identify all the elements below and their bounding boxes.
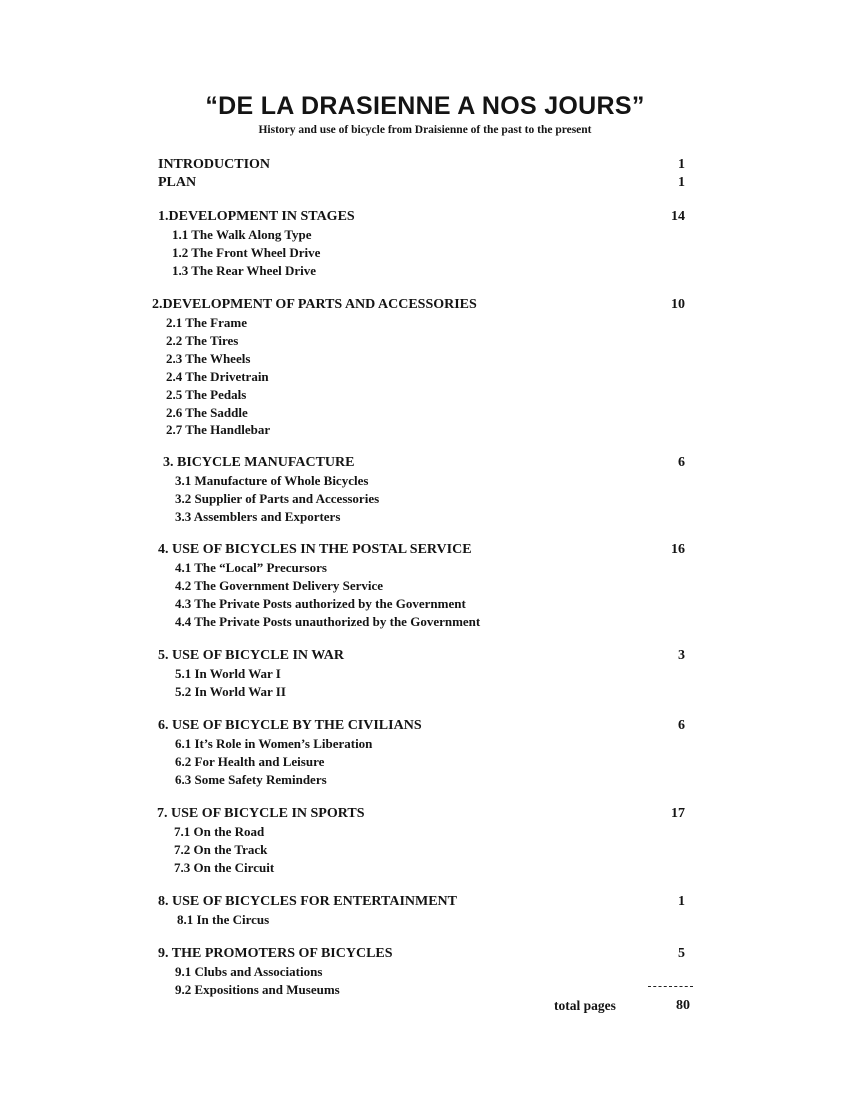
- toc-entry-label: 3.2 Supplier of Parts and Accessories: [175, 491, 380, 506]
- total-separator-rule: [648, 986, 693, 987]
- toc-subsection: [0, 421, 850, 439]
- toc-subsection: [0, 559, 850, 577]
- toc-entry-label: 1.1 The Walk Along Type: [172, 227, 312, 242]
- toc-subsection: [0, 859, 850, 877]
- toc-entry-label: 7.1 On the Road: [174, 824, 265, 839]
- toc-subsection: [0, 404, 850, 422]
- toc-entry-label: 2.4 The Drivetrain: [166, 369, 269, 384]
- toc-entry-label: 7.2 On the Track: [174, 842, 268, 857]
- toc-entry-label: 4.1 The “Local” Precursors: [175, 560, 327, 575]
- toc-entry-label: 4.2 The Government Delivery Service: [175, 578, 384, 593]
- toc-entry-label: 6. USE OF BICYCLE BY THE CIVILIANS: [158, 718, 422, 733]
- toc-chapter: [0, 296, 850, 314]
- toc-chapter: [0, 174, 850, 192]
- toc-subsection: [0, 735, 850, 753]
- toc-entry-label: 2.1 The Frame: [166, 315, 247, 330]
- toc-chapter: [0, 945, 850, 963]
- toc-entry-page-count: 5: [678, 946, 685, 961]
- toc-entry-label: 9. THE PROMOTERS OF BICYCLES: [158, 946, 393, 961]
- toc-entry-label: 7.3 On the Circuit: [174, 860, 275, 875]
- toc-entry-page-count: 1: [678, 175, 685, 190]
- toc-subsection: [0, 368, 850, 386]
- toc-subsection: [0, 244, 850, 262]
- toc-chapter: [0, 805, 850, 823]
- toc-entry-label: 2.7 The Handlebar: [166, 422, 271, 437]
- toc-entry-label: 4.4 The Private Posts unauthorized by the Government: [175, 614, 481, 629]
- toc-subsection: [0, 683, 850, 701]
- total-pages-label: total pages: [554, 998, 616, 1013]
- toc-entry-label: 4. USE OF BICYCLES IN THE POSTAL SERVICE: [158, 542, 472, 557]
- toc-chapter: [0, 454, 850, 472]
- toc-subsection: [0, 472, 850, 490]
- document-title: “DE LA DRASIENNE A NOS JOURS”: [205, 92, 645, 120]
- toc-subsection: [0, 226, 850, 244]
- toc-entry-page-count: 3: [678, 648, 685, 663]
- toc-subsection: [0, 314, 850, 332]
- toc-subsection: [0, 771, 850, 789]
- toc-subsection: [0, 665, 850, 683]
- toc-subsection: [0, 490, 850, 508]
- toc-entry-label: 6.3 Some Safety Reminders: [175, 772, 327, 787]
- toc-entry-label: 2.5 The Pedals: [166, 387, 247, 402]
- toc-entry-label: 8.1 In the Circus: [177, 912, 270, 927]
- toc-subsection: [0, 613, 850, 631]
- document-subtitle: History and use of bicycle from Draisienne of the past to the present: [258, 124, 592, 136]
- toc-subsection: [0, 981, 850, 999]
- toc-entry-page-count: 10: [671, 297, 685, 312]
- toc-subsection: [0, 577, 850, 595]
- toc-entry-page-count: 14: [671, 209, 685, 224]
- toc-entry-label: 9.1 Clubs and Associations: [175, 964, 323, 979]
- toc-chapter: [0, 156, 850, 174]
- toc-subsection: [0, 911, 850, 929]
- toc-entry-label: 2.3 The Wheels: [166, 351, 251, 366]
- toc-subsection: [0, 262, 850, 280]
- toc-subsection: [0, 332, 850, 350]
- toc-subsection: [0, 350, 850, 368]
- toc-subsection: [0, 823, 850, 841]
- toc-entry-page-count: 1: [678, 894, 685, 909]
- toc-subsection: [0, 841, 850, 859]
- toc-chapter: [0, 647, 850, 665]
- toc-entry-label: 6.2 For Health and Leisure: [175, 754, 325, 769]
- toc-entry-page-count: 6: [678, 718, 685, 733]
- toc-entry-label: 6.1 It’s Role in Women’s Liberation: [175, 736, 373, 751]
- toc-entry-label: 9.2 Expositions and Museums: [175, 982, 340, 997]
- toc-entry-label: 2.DEVELOPMENT OF PARTS AND ACCESSORIES: [152, 297, 477, 312]
- toc-entry-label: 1.2 The Front Wheel Drive: [172, 245, 321, 260]
- toc-entry-label: 5.1 In World War I: [175, 666, 281, 681]
- toc-entry-label: 7. USE OF BICYCLE IN SPORTS: [157, 806, 365, 821]
- toc-chapter: [0, 893, 850, 911]
- toc-entry-label: INTRODUCTION: [158, 157, 271, 172]
- toc-chapter: [0, 541, 850, 559]
- toc-entry-label: 4.3 The Private Posts authorized by the Government: [175, 596, 466, 611]
- toc-subsection: [0, 753, 850, 771]
- toc-entry-label: 2.6 The Saddle: [166, 405, 248, 420]
- toc-subsection: [0, 508, 850, 526]
- toc-entry-label: 2.2 The Tires: [166, 333, 239, 348]
- toc-entry-page-count: 17: [671, 806, 685, 821]
- toc-entry-label: 3.3 Assemblers and Exporters: [175, 509, 341, 524]
- toc-entry-label: 3.1 Manufacture of Whole Bicycles: [175, 473, 369, 488]
- toc-entry-label: 5. USE OF BICYCLE IN WAR: [158, 648, 344, 663]
- toc-subsection: [0, 963, 850, 981]
- toc-entry-label: 3. BICYCLE MANUFACTURE: [163, 455, 355, 470]
- toc-chapter: [0, 717, 850, 735]
- toc-entry-label: 5.2 In World War II: [175, 684, 286, 699]
- total-pages-value: 80: [676, 998, 690, 1013]
- toc-entry-page-count: 16: [671, 542, 685, 557]
- toc-chapter: [0, 208, 850, 226]
- toc-entry-label: PLAN: [158, 175, 197, 190]
- toc-entry-page-count: 1: [678, 157, 685, 172]
- toc-subsection: [0, 595, 850, 613]
- toc-entry-label: 1.DEVELOPMENT IN STAGES: [158, 209, 355, 224]
- toc-entry-label: 1.3 The Rear Wheel Drive: [172, 263, 317, 278]
- toc-entry-page-count: 6: [678, 455, 685, 470]
- toc-subsection: [0, 386, 850, 404]
- toc-entry-label: 8. USE OF BICYCLES FOR ENTERTAINMENT: [158, 894, 457, 909]
